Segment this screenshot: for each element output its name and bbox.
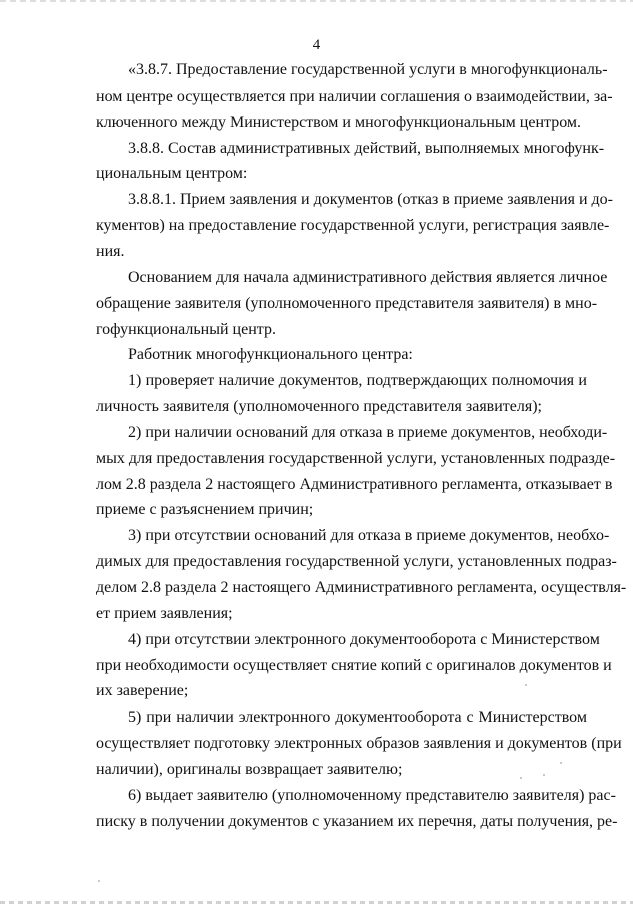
text-line: осуществляет подготовку электронных образов заявления и документов (при xyxy=(96,735,622,752)
scan-speck xyxy=(543,774,545,776)
text-line: димых для предоставления государственной услуги, установленных подраз- xyxy=(96,553,617,570)
text-line: 1) проверяет наличие документов, подтверждающих полномочия и xyxy=(128,372,587,389)
text-line: ния. xyxy=(96,243,125,260)
text-line: 4) при отсутствии электронного документооборота с Министерством xyxy=(128,631,600,648)
text-line: гофункциональный центр. xyxy=(96,321,276,338)
text-line: 3.8.8. Состав административных действий, выполняемых многофунк- xyxy=(128,140,605,157)
scan-speck xyxy=(98,880,100,882)
scan-speck xyxy=(560,762,562,764)
text-line: ет прием заявления; xyxy=(96,605,233,622)
text-line: при необходимости осуществляет снятие копий с оригиналов документов и xyxy=(96,657,612,674)
text-line: «3.8.7. Предоставление государственной услуги в многофункциональ- xyxy=(128,61,608,78)
text-line: 5) при наличии электронного документооборота с Министерством xyxy=(128,709,587,726)
text-line: делом 2.8 раздела 2 настоящего Административного регламента, осуществля- xyxy=(96,579,627,596)
text-line: писку в получении документов с указанием их перечня, даты получения, ре- xyxy=(96,813,618,830)
text-line: 3) при отсутствии оснований для отказа в приеме документов, необхо- xyxy=(128,527,610,544)
text-line: циональным центром: xyxy=(96,165,248,182)
text-line: 2) при наличии оснований для отказа в приеме документов, необходи- xyxy=(128,424,608,441)
text-line: 6) выдает заявителю (уполномоченному представителю заявителя) рас- xyxy=(128,787,616,804)
text-line: Основанием для начала административного действия является личное xyxy=(128,269,608,286)
text-line: ном центре осуществляется при наличии соглашения о взаимодействии, за- xyxy=(96,88,613,105)
text-line: мых для предоставления государственной услуги, установленных подразде- xyxy=(96,450,616,467)
text-line: наличии), оригиналы возвращает заявителю; xyxy=(96,761,403,778)
text-line: Работник многофункционального центра: xyxy=(128,346,413,363)
page-number: 4 xyxy=(312,37,321,53)
text-line: обращение заявителя (уполномоченного представителя заявителя) в мно- xyxy=(96,295,598,312)
text-line: приеме с разъяснением причин; xyxy=(96,501,314,518)
scan-speck xyxy=(520,777,522,779)
text-line: лом 2.8 раздела 2 настоящего Административного регламента, отказывает в xyxy=(96,476,613,493)
scan-edge-top xyxy=(0,0,633,2)
text-line: личность заявителя (уполномоченного представителя заявителя); xyxy=(96,398,542,415)
text-line: кументов) на предоставление государственной услуги, регистрация заявле- xyxy=(96,217,610,234)
text-line: их заверение; xyxy=(96,682,189,699)
scan-speck xyxy=(525,684,527,686)
text-line: 3.8.8.1. Прием заявления и документов (отказ в приеме заявления и до- xyxy=(128,191,613,208)
text-line: ключенного между Министерством и многофункциональным центром. xyxy=(96,114,582,131)
